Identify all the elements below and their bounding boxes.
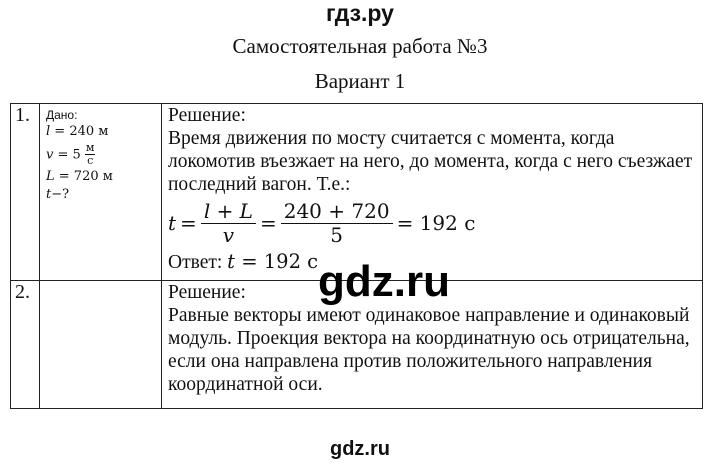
speed-unit-fraction: $\frac{м}{с}$ [85, 140, 95, 168]
solution-heading: Решение: [168, 282, 246, 303]
given-length: l = 240 м [46, 124, 109, 139]
solution-text: Время движения по мосту считается с момента, когда локомотив въезжает на него, до момента, когда с него съезжает последний вагон. Т.е.: [168, 128, 693, 195]
given-heading: Дано: [46, 108, 78, 122]
given-bridge-length: L = 720 м [46, 168, 113, 184]
given-speed: v = 5 $\frac{м}{с}$ [46, 140, 95, 168]
site-logo[interactable]: гдз.ру [326, 0, 394, 26]
formula: t = $\frac{l + L}{v}$ = $\frac{240 + 720}{5}$ = 192 с [168, 198, 476, 247]
answer-line: Ответ: t = 192 с [168, 250, 319, 273]
solution-text: Равные векторы имеют одинаковое направление и одинаковый модуль. Проекция вектора на координатную ось отрицательна, если она направлена против положительного направления координатной оси. [168, 305, 690, 395]
page-title: Самостоятельная работа №3 [232, 34, 488, 58]
footer-logo[interactable]: gdz.ru [330, 438, 390, 460]
watermark: gdz.ru [318, 257, 450, 306]
solution-table [10, 103, 703, 409]
given-unknown: t−? [46, 187, 70, 203]
variant-label: Вариант 1 [314, 69, 406, 93]
formula-fraction-numeric: $\frac{240 + 720}{5}$ [281, 200, 393, 247]
task-number: 2. [11, 281, 40, 409]
solution-heading: Решение: [168, 105, 246, 126]
table-row [11, 104, 703, 281]
formula-fraction-symbolic: $\frac{l + L}{v}$ [201, 200, 256, 247]
given-cell [40, 104, 162, 281]
given-cell [40, 281, 162, 409]
solution-cell [162, 104, 703, 281]
task-number: 1. [11, 104, 40, 281]
